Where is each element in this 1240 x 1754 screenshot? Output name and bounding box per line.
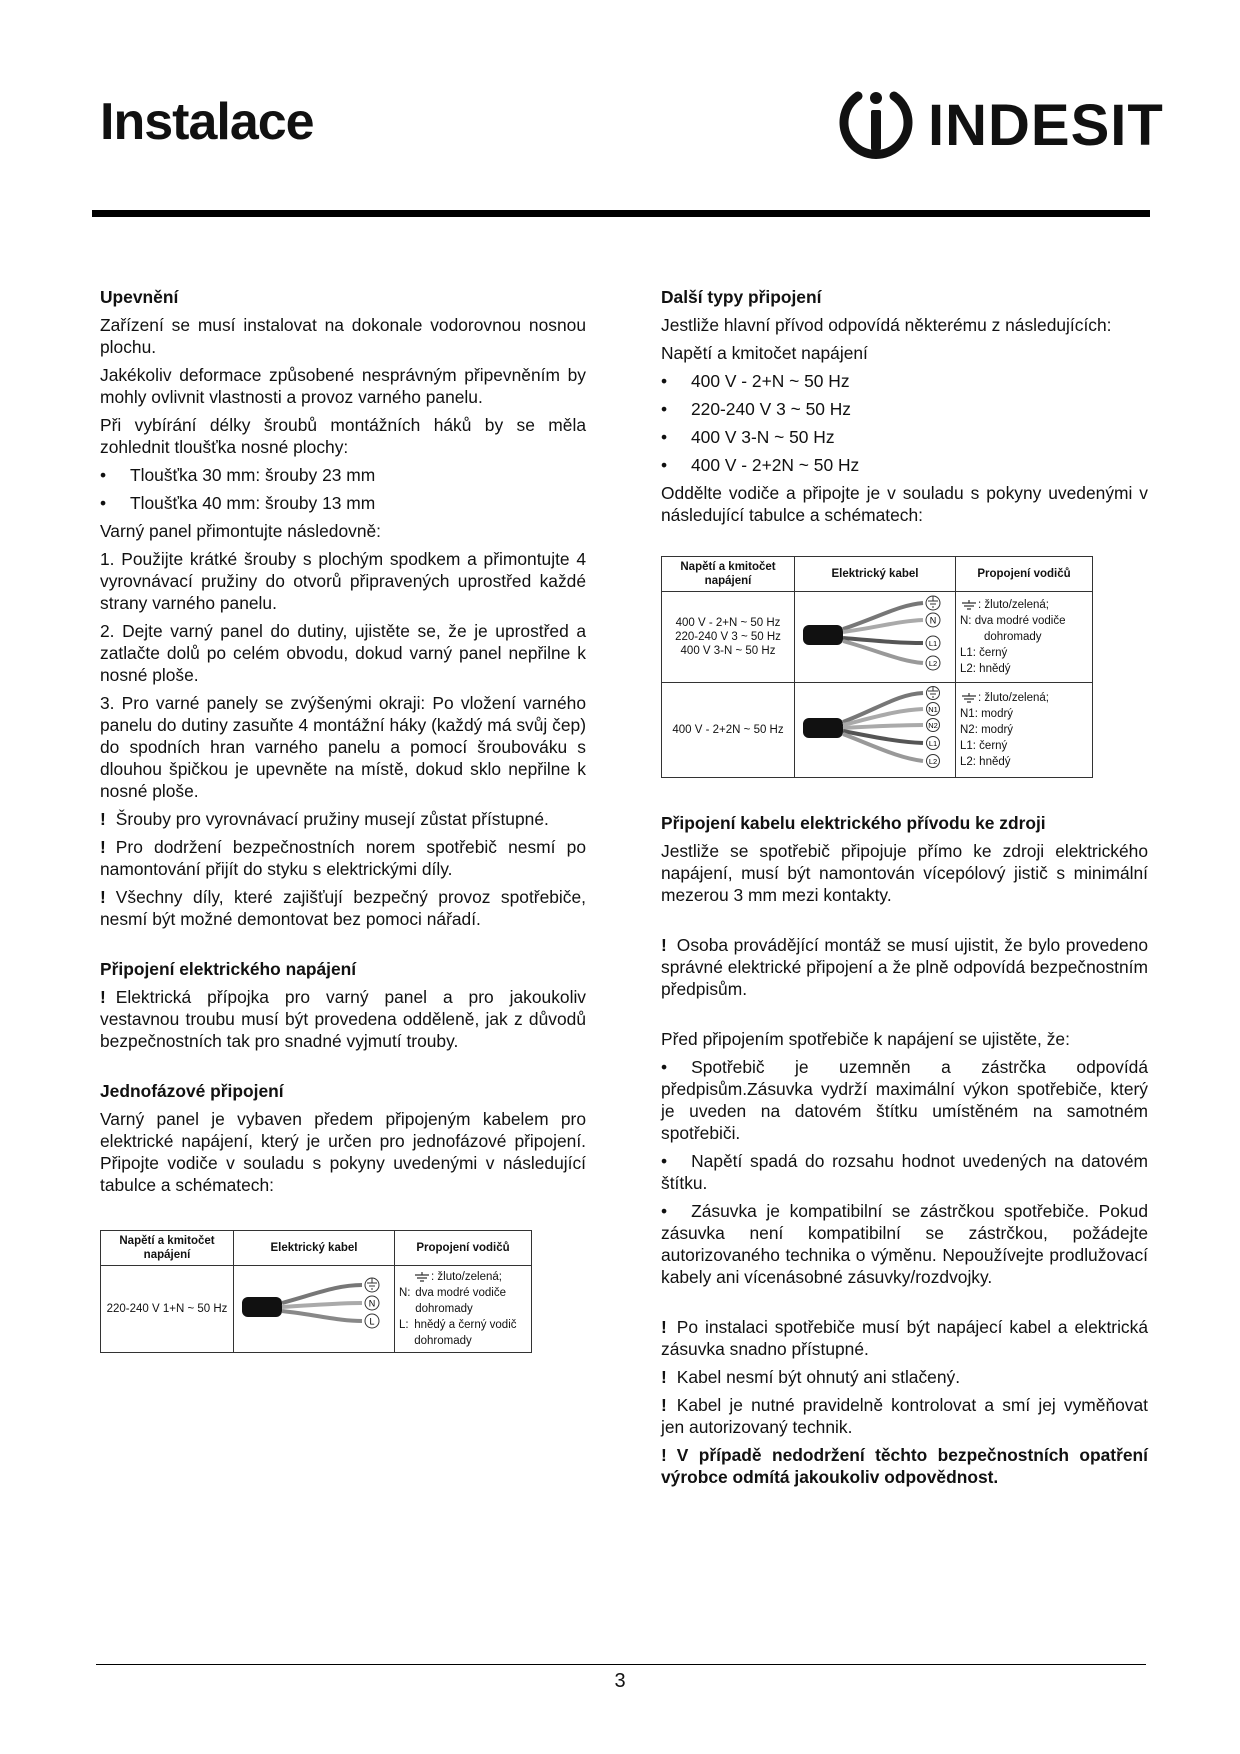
brand-name: INDESIT bbox=[928, 93, 1164, 158]
cable-diagram-cell bbox=[795, 592, 956, 683]
terminal-label: N bbox=[929, 615, 937, 626]
header-rule bbox=[92, 210, 1150, 217]
warning-note: ! Kabel je nutné pravidelně kontrolovat a smí jej vyměňovat jen autorizovaný technik. bbox=[661, 1395, 1148, 1437]
list-item: • 220-240 V 3 ~ 50 Hz bbox=[661, 399, 852, 419]
list-item: • Spotřebič je uzemněn a zástrčka odpovídá předpisům.Zásuvka vydrží maximální výkon spotřebiče, který je uveden na datovém štítku umístěném na samotném spotřebiči. bbox=[661, 1057, 1148, 1143]
section-heading: Připojení kabelu elektrického přívodu ke zdroji bbox=[661, 813, 1046, 833]
single-phase-table bbox=[100, 1230, 532, 1353]
step-item: 1. Použijte krátké šrouby s plochým spodkem a přimontujte 4 vyrovnávací pružiny do otvorů připravených uprostřed každé strany varného panelu. bbox=[100, 549, 586, 613]
list-item: • Tloušťka 30 mm: šrouby 23 mm bbox=[100, 465, 376, 485]
step-item: 2. Dejte varný panel do dutiny, ujistěte se, že je uprostřed a zatlačte dolů po celém obvodu, dokud varný panel nepřilne k nosné ploše. bbox=[100, 621, 586, 685]
warning-note: ! Kabel nesmí být ohnutý ani stlačený. bbox=[661, 1367, 961, 1387]
paragraph: Při vybírání délky šroubů montážních háků by se měla zohlednit tloušťka nosné plochy: bbox=[100, 415, 586, 457]
voltage-cell: 220-240 V 1+N ~ 50 Hz bbox=[101, 1266, 234, 1353]
page-number: 3 bbox=[614, 1670, 626, 1692]
footer-rule bbox=[96, 1664, 1146, 1665]
connection-cell: : žluto/zelená; N: dva modré vodiče dohromady L: hnědý a černý vodič dohromady bbox=[395, 1266, 532, 1353]
connection-cell: : žluto/zelená; N: dva modré vodiče dohromady L1: černý L2: hnědý bbox=[956, 592, 1093, 683]
bullet-mark: • bbox=[661, 371, 668, 391]
page-title: Instalace bbox=[100, 93, 314, 151]
warning-mark: ! bbox=[100, 809, 106, 829]
terminal-label: L2 bbox=[928, 659, 938, 668]
ground-symbol-icon bbox=[413, 1272, 431, 1282]
final-warning: ! V případě nedodržení těchto bezpečnostních opatření výrobce odmítá jakoukoliv odpovědnost. bbox=[661, 1445, 1148, 1487]
connection-cell: : žluto/zelená; N1: modrý N2: modrý L1: černý L2: hnědý bbox=[956, 683, 1093, 778]
terminal-label: L2 bbox=[928, 757, 938, 766]
section-heading: Jednofázové připojení bbox=[100, 1081, 284, 1101]
terminal-label: N bbox=[368, 1298, 376, 1309]
warning-note: ! Pro dodržení bezpečnostních norem spotřebič nesmí po namontování přijít do styku s elektrickými díly. bbox=[100, 837, 586, 879]
table-header: Napětí a kmitočet napájení bbox=[101, 1231, 234, 1266]
paragraph: Jestliže se spotřebič připojuje přímo ke zdroji elektrického napájení, musí být namontován vícepólový jistič s minimální mezerou 3 mm mezi kontakty. bbox=[661, 841, 1148, 905]
voltage-cell: 400 V - 2+N ~ 50 Hz 220-240 V 3 ~ 50 Hz 400 V 3-N ~ 50 Hz bbox=[662, 592, 795, 683]
terminal-label: N2 bbox=[928, 721, 938, 730]
paragraph: Jakékoliv deformace způsobené nesprávným připevněním by mohly ovlivnit vlastnosti a provoz varného panelu. bbox=[100, 365, 586, 407]
warning-mark: ! bbox=[661, 1317, 667, 1337]
paragraph: Varný panel je vybaven předem připojeným kabelem pro elektrické napájení, který je určen pro jednofázové připojení. Připojte vodiče v souladu s pokyny uvedenými v následující tabulce a schématech: bbox=[100, 1109, 586, 1195]
list-item: • 400 V - 2+2N ~ 50 Hz bbox=[661, 455, 860, 475]
ground-symbol-icon bbox=[960, 600, 978, 610]
table-header: Elektrický kabel bbox=[234, 1231, 395, 1266]
multi-phase-table bbox=[661, 556, 1093, 778]
cable-diagram-cell bbox=[234, 1266, 395, 1353]
paragraph: Jestliže hlavní přívod odpovídá některému z následujících: bbox=[661, 315, 1112, 335]
warning-mark: ! bbox=[100, 987, 106, 1007]
warning-note: ! Všechny díly, které zajišťují bezpečný provoz spotřebiče, nesmí být možné demontovat bez pomoci nářadí. bbox=[100, 887, 586, 929]
left-column bbox=[100, 286, 586, 1383]
table-header: Propojení vodičů bbox=[956, 557, 1093, 592]
cable-diagram-icon bbox=[799, 686, 947, 770]
paragraph: Zařízení se musí instalovat na dokonale vodorovnou nosnou plochu. bbox=[100, 315, 586, 357]
paragraph: Napětí a kmitočet napájení bbox=[661, 343, 868, 363]
section-heading: Další typy připojení bbox=[661, 287, 822, 307]
list-item: • 400 V 3-N ~ 50 Hz bbox=[661, 427, 835, 447]
warning-note: ! Elektrická přípojka pro varný panel a pro jakoukoliv vestavnou troubu musí být provedena odděleně, jak z důvodů bezpečnostních tak pro snadné vyjmutí trouby. bbox=[100, 987, 586, 1051]
bullet-mark: • bbox=[661, 1057, 668, 1077]
list-item: • 400 V - 2+N ~ 50 Hz bbox=[661, 371, 850, 391]
warning-note: ! Osoba provádějící montáž se musí ujistit, že bylo provedeno správné elektrické připojení a že plně odpovídá bezpečnostním předpisům. bbox=[661, 935, 1148, 999]
terminal-label: N1 bbox=[928, 705, 938, 714]
list-item: • Zásuvka je kompatibilní se zástrčkou spotřebiče. Pokud zásuvka není kompatibilní se zástrčkou, požádejte autorizovaného technika o výměnu. Nepoužívejte prodlužovací kabely ani vícenásobné zásuvky/rozdvojky. bbox=[661, 1201, 1148, 1287]
ground-symbol-icon bbox=[960, 693, 978, 703]
bullet-mark: • bbox=[661, 427, 668, 447]
right-column bbox=[661, 286, 1148, 1494]
table-header: Propojení vodičů bbox=[395, 1231, 532, 1266]
terminal-label: L bbox=[369, 1316, 375, 1327]
indesit-info-logo-icon bbox=[836, 82, 916, 162]
table-header: Elektrický kabel bbox=[795, 557, 956, 592]
voltage-cell: 400 V - 2+2N ~ 50 Hz bbox=[662, 683, 795, 778]
bullet-mark: • bbox=[661, 399, 668, 419]
warning-mark: ! bbox=[100, 887, 106, 907]
step-item: 3. Pro varné panely se zvýšenými okraji: Po vložení varného panelu do dutiny zasuňte 4 montážní háky (každý má svůj čep) do spodních hran varného panelu a pomocí šroubováku s dlouhou špičkou je upevněte na místě, dokud sklo nepřilne k nosné ploše. bbox=[100, 693, 586, 801]
list-item: • Tloušťka 40 mm: šrouby 13 mm bbox=[100, 493, 376, 513]
cable-diagram-icon bbox=[799, 595, 947, 675]
bullet-mark: • bbox=[661, 455, 668, 475]
paragraph: Varný panel přimontujte následovně: bbox=[100, 521, 382, 541]
paragraph: Oddělte vodiče a připojte je v souladu s pokyny uvedenými v následující tabulce a schématech: bbox=[661, 483, 1148, 525]
bullet-mark: • bbox=[661, 1151, 668, 1171]
bullet-mark: • bbox=[100, 465, 107, 485]
cable-diagram-icon bbox=[238, 1275, 386, 1339]
section-heading: Upevnění bbox=[100, 287, 179, 307]
terminal-label: L1 bbox=[928, 639, 938, 648]
paragraph: Před připojením spotřebiče k napájení se ujistěte, že: bbox=[661, 1029, 1070, 1049]
list-item: • Napětí spadá do rozsahu hodnot uvedených na datovém štítku. bbox=[661, 1151, 1148, 1193]
warning-note: ! Šrouby pro vyrovnávací pružiny musejí zůstat přístupné. bbox=[100, 809, 549, 829]
warning-mark: ! bbox=[661, 935, 667, 955]
warning-mark: ! bbox=[100, 837, 106, 857]
terminal-label: L1 bbox=[928, 739, 938, 748]
table-header: Napětí a kmitočet napájení bbox=[662, 557, 795, 592]
warning-mark: ! bbox=[661, 1445, 667, 1465]
section-heading: Připojení elektrického napájení bbox=[100, 959, 357, 979]
bullet-mark: • bbox=[661, 1201, 668, 1221]
cable-diagram-cell bbox=[795, 683, 956, 778]
warning-mark: ! bbox=[661, 1367, 667, 1387]
bullet-mark: • bbox=[100, 493, 107, 513]
warning-mark: ! bbox=[661, 1395, 667, 1415]
indesit-logo bbox=[836, 82, 1164, 162]
warning-note: ! Po instalaci spotřebiče musí být napájecí kabel a elektrická zásuvka snadno přístupné. bbox=[661, 1317, 1148, 1359]
